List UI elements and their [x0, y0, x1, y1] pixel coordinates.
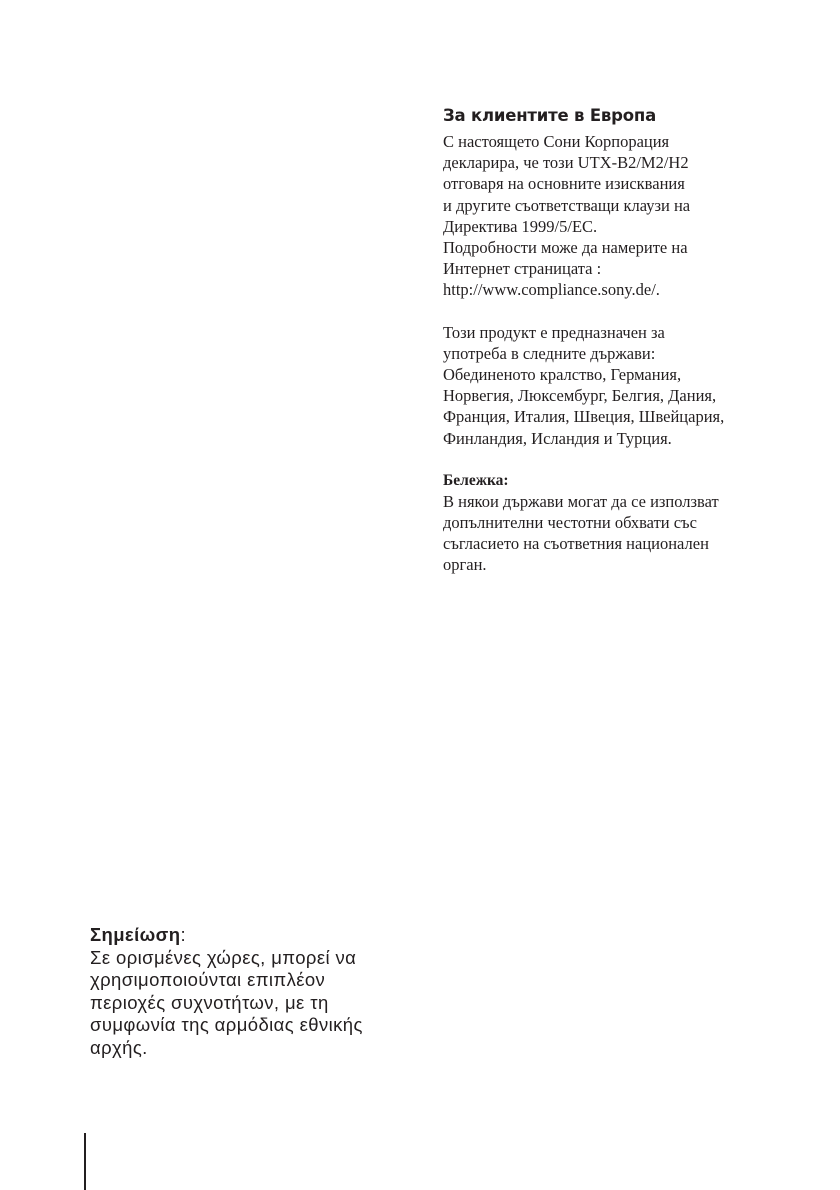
note-line: орган.: [443, 555, 487, 575]
greek-note-line: Σε ορισμένες χώρες, μπορεί να: [90, 946, 357, 968]
countries-line: Норвегия, Люксембург, Белгия, Дания,: [443, 386, 717, 406]
note-paragraph: [443, 470, 773, 576]
declaration-line: Директива 1999/5/EC.: [443, 216, 598, 236]
greek-note-title: [90, 924, 420, 947]
europe-section: [443, 104, 773, 576]
note-line: съгласието на съответния национален: [443, 534, 709, 554]
countries-paragraph: [443, 322, 773, 449]
greek-note-colon: :: [180, 924, 186, 945]
greek-note-line: χρησιμοποιούνται επιπλέον: [90, 969, 326, 991]
note-line: В някои държави могат да се използват: [443, 491, 719, 511]
declaration-paragraph: [443, 131, 773, 301]
declaration-line: отговаря на основните изисквания: [443, 174, 685, 194]
margin-rule: [84, 1133, 86, 1190]
countries-line: Финландия, Исландия и Турция.: [443, 428, 672, 448]
greek-note-line: συμφωνία της αρμόδιας εθνικής: [90, 1014, 363, 1036]
declaration-line: и другите съответстващи клаузи на: [443, 195, 691, 215]
declaration-line: С настоящето Сони Корпорация: [443, 132, 670, 151]
greek-note-title-text: Σημείωση: [90, 924, 181, 945]
declaration-line: декларира, че този UTX-B2/M2/H2: [443, 153, 689, 173]
declaration-line: Интернет страницата :: [443, 259, 602, 279]
compliance-url: http://www.compliance.sony.de/.: [443, 280, 660, 300]
note-title: Бележка:: [443, 471, 509, 489]
greek-note-line: περιοχές συχνοτήτων, με τη: [90, 991, 329, 1013]
countries-line: употреба в следните държави:: [443, 343, 656, 363]
europe-heading: За клиентите в Европа: [443, 106, 657, 125]
declaration-line: Подробности може да намерите на: [443, 238, 688, 258]
greek-note-line: αρχής.: [90, 1036, 148, 1058]
note-line: допълнителни честотни обхвати със: [443, 513, 697, 533]
countries-line: Обединеното кралство, Германия,: [443, 365, 682, 385]
countries-line: Франция, Италия, Швеция, Швейцария,: [443, 407, 725, 427]
countries-line: Този продукт е предназначен за: [443, 322, 665, 342]
greek-note: [90, 924, 420, 1060]
